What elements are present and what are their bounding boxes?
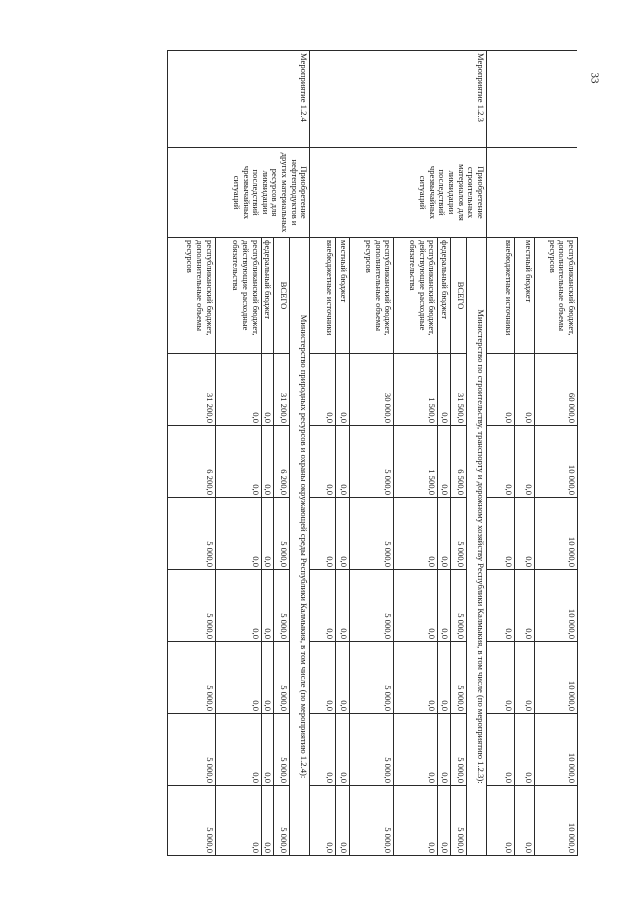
value-cell: 5 000,0: [167, 786, 215, 856]
value-cell: 0,0: [438, 642, 451, 714]
continued-id-cell: [487, 51, 578, 148]
value-cell: 6 500,0: [451, 426, 467, 498]
table-body: [167, 51, 577, 856]
value-cell: 0,0: [336, 642, 350, 714]
continued-name-cell: [487, 148, 578, 238]
value-cell: 5 000,0: [350, 642, 394, 714]
value-cell: 0,0: [215, 642, 261, 714]
value-cell: 0,0: [261, 786, 274, 856]
value-cell: 0,0: [515, 426, 535, 498]
value-cell: 0,0: [438, 426, 451, 498]
value-cell: 5 000,0: [274, 570, 290, 642]
source-cell: республиканский бюджет, действующие расходные обязательства: [215, 238, 261, 354]
value-cell: 5 000,0: [350, 498, 394, 570]
value-cell: 10 000,0: [535, 714, 578, 786]
value-cell: 0,0: [438, 714, 451, 786]
value-cell: 60 000,0: [535, 354, 578, 426]
value-cell: 5 000,0: [451, 642, 467, 714]
value-cell: 5 000,0: [274, 786, 290, 856]
value-cell: 5 000,0: [274, 498, 290, 570]
value-cell: 5 000,0: [274, 714, 290, 786]
value-cell: 0,0: [215, 426, 261, 498]
value-cell: 0,0: [261, 498, 274, 570]
value-cell: 0,0: [515, 714, 535, 786]
value-cell: 31 200,0: [167, 354, 215, 426]
value-cell: 0,0: [261, 570, 274, 642]
page-number: 33: [588, 72, 601, 84]
value-cell: 0,0: [261, 426, 274, 498]
value-cell: 5 000,0: [451, 498, 467, 570]
value-cell: 5 000,0: [274, 642, 290, 714]
value-cell: 5 000,0: [350, 426, 394, 498]
value-cell: 10 000,0: [535, 786, 578, 856]
value-cell: 0,0: [310, 642, 336, 714]
value-cell: 1 500,0: [394, 354, 438, 426]
value-cell: 0,0: [515, 642, 535, 714]
value-cell: 0,0: [394, 786, 438, 856]
agency-header-cell: Министерство природных ресурсов и охраны окружающей среды Республики Калмыкия, в том числе (по мероприятию 1.2.4):: [290, 238, 310, 856]
value-cell: 0,0: [310, 426, 336, 498]
value-cell: 5 000,0: [350, 786, 394, 856]
value-cell: 0,0: [438, 354, 451, 426]
source-cell: республиканский бюджет, дополнительные объемы ресурсов: [167, 238, 215, 354]
value-cell: 5 000,0: [167, 570, 215, 642]
rotated-page: [56, 50, 578, 855]
value-cell: 0,0: [310, 786, 336, 856]
source-cell: внебюджетные источники: [487, 238, 515, 354]
value-cell: 0,0: [438, 570, 451, 642]
source-cell: федеральный бюджет: [438, 238, 451, 354]
value-cell: 0,0: [261, 714, 274, 786]
agency-header-row: [290, 51, 310, 856]
value-cell: 10 000,0: [535, 570, 578, 642]
value-cell: 0,0: [215, 354, 261, 426]
value-cell: 0,0: [336, 786, 350, 856]
source-cell: республиканский бюджет, дополнительные объемы ресурсов: [535, 238, 578, 354]
value-cell: 5 000,0: [451, 570, 467, 642]
event-id-cell: Мероприятие 1.2.4: [167, 51, 310, 148]
value-cell: 0,0: [336, 714, 350, 786]
source-cell: внебюджетные источники: [310, 238, 336, 354]
source-cell: местный бюджет: [336, 238, 350, 354]
value-cell: 0,0: [336, 498, 350, 570]
value-cell: 0,0: [215, 498, 261, 570]
value-cell: 0,0: [487, 498, 515, 570]
source-cell: федеральный бюджет: [261, 238, 274, 354]
value-cell: 0,0: [336, 426, 350, 498]
value-cell: 0,0: [487, 426, 515, 498]
value-cell: 0,0: [215, 570, 261, 642]
value-cell: 0,0: [336, 354, 350, 426]
source-cell: республиканский бюджет, дополнительные объемы ресурсов: [350, 238, 394, 354]
value-cell: 0,0: [438, 786, 451, 856]
rotated-table-wrapper: [56, 50, 578, 855]
source-cell: местный бюджет: [515, 238, 535, 354]
value-cell: 0,0: [394, 714, 438, 786]
value-cell: 0,0: [487, 714, 515, 786]
value-cell: 1 500,0: [394, 426, 438, 498]
value-cell: 0,0: [515, 786, 535, 856]
source-cell: ВСЕГО: [274, 238, 290, 354]
value-cell: 5 000,0: [451, 786, 467, 856]
value-cell: 0,0: [310, 570, 336, 642]
value-cell: 31 200,0: [274, 354, 290, 426]
value-cell: 10 000,0: [535, 498, 578, 570]
value-cell: 6 200,0: [274, 426, 290, 498]
value-cell: 10 000,0: [535, 426, 578, 498]
value-cell: 0,0: [438, 498, 451, 570]
value-cell: 31 500,0: [451, 354, 467, 426]
value-cell: 0,0: [261, 642, 274, 714]
value-cell: 0,0: [336, 570, 350, 642]
value-cell: 30 000,0: [350, 354, 394, 426]
value-cell: 0,0: [515, 498, 535, 570]
value-cell: 5 000,0: [167, 714, 215, 786]
value-cell: 0,0: [215, 786, 261, 856]
value-cell: 0,0: [215, 714, 261, 786]
value-cell: 0,0: [394, 498, 438, 570]
value-cell: 0,0: [487, 642, 515, 714]
value-cell: 0,0: [487, 786, 515, 856]
table-row: [535, 51, 578, 856]
value-cell: 0,0: [487, 570, 515, 642]
budget-table: [167, 50, 578, 856]
value-cell: 0,0: [261, 354, 274, 426]
event-name-cell: Приобретение строительных материалов для ликвидации последствий чрезвычайных ситуаций: [310, 148, 487, 238]
event-id-cell: Мероприятие 1.2.3: [310, 51, 487, 148]
agency-header-row: [467, 51, 487, 856]
value-cell: 0,0: [515, 570, 535, 642]
value-cell: 0,0: [310, 354, 336, 426]
value-cell: 0,0: [515, 354, 535, 426]
value-cell: 5 000,0: [350, 714, 394, 786]
agency-header-cell: Министерство по строительству, транспорту и дорожному хозяйству Республики Калмыкия, в том числе (по мероприятию 1.2.3):: [467, 238, 487, 856]
event-name-cell: Приобретение нефтепродуктов и других материальных ресурсов для ликвидации последствий чрезвычайных ситуаций: [167, 148, 310, 238]
value-cell: 0,0: [310, 498, 336, 570]
value-cell: 5 000,0: [167, 642, 215, 714]
value-cell: 0,0: [394, 642, 438, 714]
value-cell: 10 000,0: [535, 642, 578, 714]
value-cell: 0,0: [310, 714, 336, 786]
value-cell: 5 000,0: [451, 714, 467, 786]
value-cell: 5 000,0: [167, 498, 215, 570]
source-cell: ВСЕГО: [451, 238, 467, 354]
value-cell: 0,0: [487, 354, 515, 426]
source-cell: республиканский бюджет, действующие расходные обязательства: [394, 238, 438, 354]
value-cell: 6 200,0: [167, 426, 215, 498]
value-cell: 5 000,0: [350, 570, 394, 642]
value-cell: 0,0: [394, 570, 438, 642]
